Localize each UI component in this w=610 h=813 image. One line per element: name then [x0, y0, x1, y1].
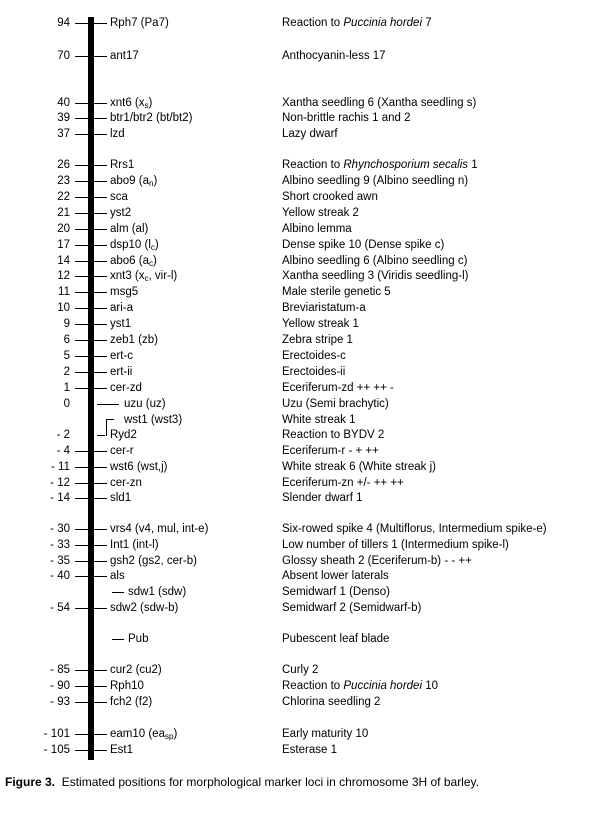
- locus-row: [0, 317, 610, 332]
- figure-caption-text: Estimated positions for morphological marker loci in chromosome 3H of barley.: [61, 775, 479, 789]
- locus-row: [0, 538, 610, 553]
- locus-symbol: sdw1 (sdw): [128, 586, 187, 598]
- locus-row: [0, 444, 610, 459]
- locus-description: Albino seedling 6 (Albino seedling c): [282, 255, 468, 267]
- position-tick: [75, 165, 107, 166]
- locus-row: [0, 601, 610, 616]
- locus-description: Absent lower laterals: [282, 570, 389, 582]
- locus-symbol: sld1: [110, 492, 132, 504]
- map-position: - 40: [50, 570, 70, 582]
- locus-description: Xantha seedling 6 (Xantha seedling s): [282, 97, 477, 109]
- locus-description: Six-rowed spike 4 (Multiflorus, Intermedium spike-e): [282, 523, 547, 535]
- locus-symbol: dsp10 (lc): [110, 239, 159, 252]
- map-position: 11: [58, 286, 70, 298]
- locus-row: [0, 460, 610, 475]
- locus-row: [0, 349, 610, 364]
- map-position: - 35: [50, 555, 70, 567]
- locus-row: [0, 222, 610, 237]
- locus-description: Dense spike 10 (Dense spike c): [282, 239, 445, 251]
- map-position: - 12: [50, 477, 70, 489]
- locus-symbol: yst1: [110, 318, 132, 330]
- locus-symbol: sdw2 (sdw-b): [110, 602, 179, 614]
- map-position: 17: [57, 239, 70, 251]
- position-tick: [75, 686, 107, 687]
- locus-description: Anthocyanin-less 17: [282, 50, 386, 62]
- position-tick: [75, 750, 107, 751]
- map-position: 21: [57, 207, 70, 219]
- position-tick: [75, 372, 107, 373]
- italic-species-name: Puccinia hordei: [343, 680, 423, 692]
- position-tick: [75, 276, 107, 277]
- locus-row: [0, 554, 610, 569]
- locus-row: [0, 301, 610, 316]
- map-position: 0: [63, 398, 70, 410]
- locus-description: Albino lemma: [282, 223, 352, 235]
- locus-symbol: fch2 (f2): [110, 696, 153, 708]
- locus-row: [0, 585, 610, 600]
- locus-row: [0, 333, 610, 348]
- position-tick: [75, 213, 107, 214]
- position-tick: [75, 261, 107, 262]
- map-position: 20: [57, 223, 70, 235]
- map-position: 2: [63, 366, 70, 378]
- locus-symbol: Ryd2: [110, 429, 137, 441]
- position-tick: [75, 134, 107, 135]
- locus-symbol: Est1: [110, 744, 134, 756]
- locus-symbol: Rph10: [110, 680, 144, 692]
- locus-symbol: sca: [110, 191, 128, 203]
- position-tick: [75, 197, 107, 198]
- locus-description: Slender dwarf 1: [282, 492, 363, 504]
- map-position: - 33: [50, 539, 70, 551]
- position-tick: [75, 498, 107, 499]
- locus-description: Low number of tillers 1 (Intermedium spike-l): [282, 539, 509, 551]
- locus-description: White streak 6 (White streak j): [282, 461, 437, 473]
- locus-description: Reaction to Rhynchosporium secalis 1: [282, 159, 478, 171]
- locus-row: [0, 663, 610, 678]
- italic-species-name: Rhynchosporium secalis: [343, 159, 469, 171]
- map-position: - 11: [51, 461, 70, 473]
- locus-row: [0, 16, 610, 31]
- map-position: 94: [57, 17, 70, 29]
- locus-row: [0, 522, 610, 537]
- locus-symbol: Rph7 (Pa7): [110, 17, 169, 29]
- position-tick: [75, 483, 107, 484]
- allele-subscript: c: [149, 259, 154, 268]
- locus-row: [0, 285, 610, 300]
- locus-description: Pubescent leaf blade: [282, 633, 390, 645]
- locus-symbol: als: [110, 570, 125, 582]
- position-tick: [75, 324, 107, 325]
- position-tick: [75, 467, 107, 468]
- position-tick: [75, 576, 107, 577]
- map-position: - 90: [50, 680, 70, 692]
- locus-symbol: ari-a: [110, 302, 134, 314]
- locus-description: Chlorina seedling 2: [282, 696, 381, 708]
- locus-description: Zebra stripe 1: [282, 334, 353, 346]
- locus-description: Erectoides-ii: [282, 366, 346, 378]
- position-tick: [112, 592, 124, 593]
- locus-symbol: btr1/btr2 (bt/bt2): [110, 112, 193, 124]
- position-tick: [97, 404, 119, 405]
- locus-row: [0, 269, 610, 284]
- locus-description: Curly 2: [282, 664, 319, 676]
- position-tick: [97, 435, 105, 436]
- locus-row: [0, 49, 610, 64]
- map-position: - 30: [50, 523, 70, 535]
- locus-row: [0, 174, 610, 189]
- position-tick: [75, 292, 107, 293]
- position-tick: [75, 561, 107, 562]
- position-tick: [75, 356, 107, 357]
- wst1-bracket-horizontal: [106, 419, 114, 420]
- position-tick: [75, 608, 107, 609]
- map-position: 10: [57, 302, 70, 314]
- position-tick: [75, 340, 107, 341]
- position-tick: [75, 702, 107, 703]
- map-position: 22: [57, 191, 70, 203]
- locus-symbol: Int1 (int-l): [110, 539, 159, 551]
- locus-symbol: zeb1 (zb): [110, 334, 158, 346]
- locus-symbol: Rrs1: [110, 159, 135, 171]
- locus-description: Yellow streak 2: [282, 207, 359, 219]
- position-tick: [75, 103, 107, 104]
- map-position: - 2: [56, 429, 70, 441]
- locus-description: Early maturity 10: [282, 728, 369, 740]
- locus-symbol: eam10 (easp): [110, 728, 178, 741]
- locus-row: [0, 127, 610, 142]
- position-tick: [75, 388, 107, 389]
- map-position: 9: [63, 318, 70, 330]
- locus-symbol: wst6 (wst,j): [110, 461, 168, 473]
- locus-symbol: Pub: [128, 633, 149, 645]
- position-tick: [75, 545, 107, 546]
- map-position: - 4: [56, 445, 70, 457]
- locus-description: White streak 1: [282, 414, 356, 426]
- position-tick: [75, 118, 107, 119]
- position-tick: [75, 56, 107, 57]
- locus-row: [0, 491, 610, 506]
- map-position: 14: [57, 255, 70, 267]
- map-position: 5: [63, 350, 70, 362]
- locus-symbol: cer-zn: [110, 477, 142, 489]
- map-position: 12: [57, 270, 70, 282]
- map-position: 70: [57, 50, 70, 62]
- locus-row: [0, 695, 610, 710]
- locus-description: Eceriferum-zn +/- ++ ++: [282, 477, 404, 489]
- position-tick: [75, 245, 107, 246]
- map-position: 1: [63, 382, 70, 394]
- locus-description: Eceriferum-zd ++ ++ -: [282, 382, 394, 394]
- position-tick: [75, 529, 107, 530]
- locus-description: Uzu (Semi brachytic): [282, 398, 389, 410]
- locus-symbol: gsh2 (gs2, cer-b): [110, 555, 197, 567]
- locus-symbol: abo6 (ac): [110, 255, 157, 268]
- locus-symbol: abo9 (an): [110, 175, 158, 188]
- position-tick: [75, 23, 107, 24]
- locus-description: Semidwarf 1 (Denso): [282, 586, 391, 598]
- locus-description: Albino seedling 9 (Albino seedling n): [282, 175, 469, 187]
- locus-row: [0, 96, 610, 111]
- locus-symbol: vrs4 (v4, mul, int-e): [110, 523, 209, 535]
- wst1-bracket-vertical: [106, 419, 107, 436]
- locus-description: Male sterile genetic 5: [282, 286, 391, 298]
- locus-description: Reaction to Puccinia hordei 7: [282, 17, 432, 29]
- locus-symbol: msg5: [110, 286, 139, 298]
- map-position: 39: [57, 112, 70, 124]
- locus-symbol: uzu (uz): [124, 398, 166, 410]
- locus-row: [0, 111, 610, 126]
- locus-symbol: yst2: [110, 207, 132, 219]
- map-position: 6: [63, 334, 70, 346]
- locus-symbol: wst1 (wst3): [124, 414, 183, 426]
- locus-description: Eceriferum-r - + ++: [282, 445, 379, 457]
- locus-description: Semidwarf 2 (Semidwarf-b): [282, 602, 422, 614]
- locus-row: [0, 206, 610, 221]
- locus-row: [0, 476, 610, 491]
- position-tick: [75, 734, 107, 735]
- map-position: 37: [57, 128, 70, 140]
- locus-symbol: cer-r: [110, 445, 134, 457]
- locus-symbol: xnt3 (xc, vir-l): [110, 270, 178, 283]
- locus-symbol: ert-c: [110, 350, 133, 362]
- allele-subscript: c: [144, 274, 149, 283]
- map-position: - 105: [43, 744, 70, 756]
- position-tick: [112, 639, 124, 640]
- map-position: 23: [57, 175, 70, 187]
- locus-description: Glossy sheath 2 (Eceriferum-b) - - ++: [282, 555, 472, 567]
- position-tick: [75, 181, 107, 182]
- position-tick: [75, 670, 107, 671]
- position-tick: [75, 308, 107, 309]
- allele-subscript: c: [150, 243, 155, 252]
- locus-row: [0, 254, 610, 269]
- italic-species-name: Puccinia hordei: [343, 17, 423, 29]
- figure-label: Figure 3.: [5, 775, 56, 789]
- locus-symbol: ant17: [110, 50, 139, 62]
- map-position: 40: [57, 97, 70, 109]
- locus-row: [0, 158, 610, 173]
- locus-row: [0, 238, 610, 253]
- locus-description: Reaction to Puccinia hordei 10: [282, 680, 439, 692]
- locus-symbol: xnt6 (xs): [110, 97, 153, 110]
- locus-symbol: cur2 (cu2): [110, 664, 162, 676]
- locus-row: [0, 569, 610, 584]
- locus-description: Reaction to BYDV 2: [282, 429, 385, 441]
- locus-symbol: alm (al): [110, 223, 149, 235]
- locus-description: Short crooked awn: [282, 191, 378, 203]
- map-position: - 54: [50, 602, 70, 614]
- locus-row: [0, 679, 610, 694]
- locus-symbol: lzd: [110, 128, 125, 140]
- locus-description: Xantha seedling 3 (Viridis seedling-l): [282, 270, 469, 282]
- allele-subscript: n: [149, 179, 154, 188]
- locus-description: Breviaristatum-a: [282, 302, 366, 314]
- locus-row: [0, 190, 610, 205]
- locus-row: [0, 428, 610, 443]
- allele-subscript: sp: [164, 732, 174, 741]
- position-tick: [75, 451, 107, 452]
- locus-row: [0, 365, 610, 380]
- locus-row: [0, 397, 610, 412]
- locus-row: [0, 632, 610, 647]
- locus-description: Erectoides-c: [282, 350, 346, 362]
- locus-description: Lazy dwarf: [282, 128, 338, 140]
- locus-symbol: cer-zd: [110, 382, 142, 394]
- locus-row: [0, 381, 610, 396]
- figure-caption: [5, 774, 525, 790]
- locus-description: Non-brittle rachis 1 and 2: [282, 112, 411, 124]
- locus-row: [0, 727, 610, 742]
- locus-description: Esterase 1: [282, 744, 337, 756]
- locus-row: [0, 413, 610, 428]
- locus-row: [0, 743, 610, 758]
- locus-symbol: ert-ii: [110, 366, 133, 378]
- map-position: - 85: [50, 664, 70, 676]
- map-position: - 101: [43, 728, 70, 740]
- map-position: 26: [57, 159, 70, 171]
- allele-subscript: s: [144, 101, 149, 110]
- position-tick: [75, 229, 107, 230]
- map-position: - 93: [50, 696, 70, 708]
- map-position: - 14: [50, 492, 70, 504]
- locus-description: Yellow streak 1: [282, 318, 359, 330]
